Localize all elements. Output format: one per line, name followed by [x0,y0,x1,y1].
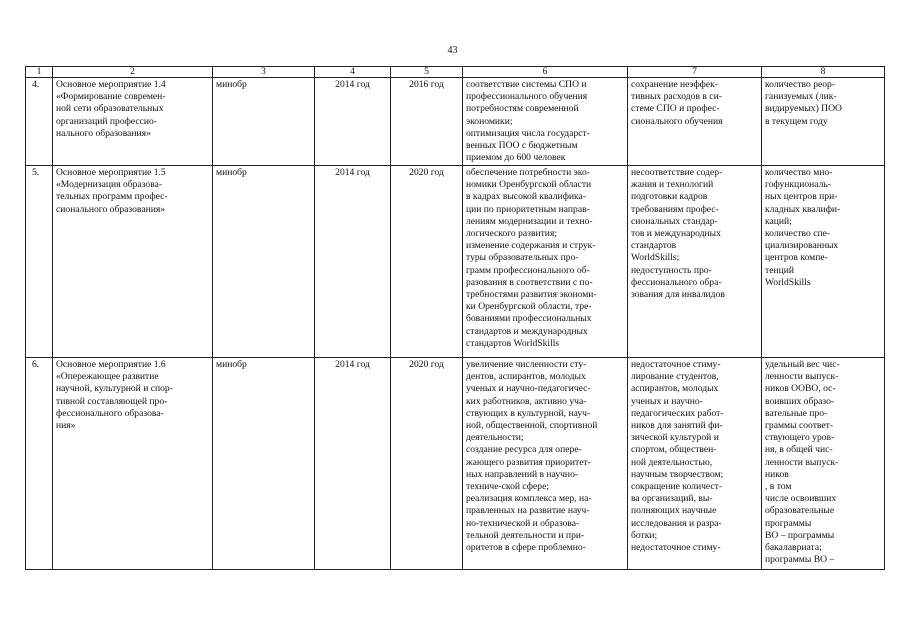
text-line: тельной деятельности и при- [466,529,585,541]
text-line: стеме СПО и профес- [631,103,720,115]
text-line: «Опережающее развитие [56,371,159,383]
text-line: оптимизация числа государст- [466,127,590,139]
text-line: WorldSkills; [631,252,680,264]
start-year-cell: 2014 год [315,358,391,570]
text-line: числе освоивших [765,493,837,505]
text-line: количество спе- [765,228,831,240]
text-line: профессионального обучения [466,91,588,103]
text-line: стандартов WorldSkills [466,337,560,349]
text-line: стандартов и международных [466,325,588,337]
text-line: количество реор- [765,79,836,90]
text-line: обеспечение потребности эко- [466,167,590,178]
row-number: 5. [26,166,53,358]
text-line: Основное мероприятие 1.6 [56,359,166,370]
text-line: ной, общественной, спортивной [466,420,598,432]
text-line: номики Оренбургской области [466,179,592,191]
text-line: создание ресурса для опере- [466,444,582,456]
text-line: подготовки кадров [631,191,708,203]
text-line: каций; [765,215,792,227]
result-cell [463,78,628,166]
start-year-cell: 2014 год [315,166,391,358]
text-line: требованиям профес- [631,203,719,215]
text-line: реализация комплекса мер, на- [466,493,592,505]
executor-cell: минобр [213,78,315,166]
text-line: «Формирование современ- [56,91,166,103]
executor-cell: минобр [213,358,315,570]
text-line: сионального образования» [56,203,166,215]
text-line: программы ВО – [765,554,835,566]
text-line: ников ООВО, ос- [765,383,836,395]
text-line: правленных на развитие науч- [466,505,590,517]
text-line: бованиями профессиональных [466,313,592,325]
column-header-4: 4 [315,67,391,78]
text-line: ленности выпуск- [765,456,839,468]
text-line: нального образования» [56,127,151,139]
event-cell [53,78,213,166]
column-header-5: 5 [391,67,463,78]
text-line: научным творчеством; [631,468,724,480]
text-line: приемом до 600 человек [466,152,566,164]
column-header-6: 6 [463,67,628,78]
text-line: вательные про- [765,407,828,419]
text-line: техниче-ской сфере; [466,481,549,493]
text-line: ки Оренбургской области, тре- [466,301,592,313]
table-row [26,78,885,166]
text-line: исследования и разра- [631,517,722,529]
text-line: логического развития; [466,228,558,240]
text-line: ствующих в культурной, науч- [466,407,591,419]
column-header-2: 2 [53,67,213,78]
text-line: ганизуемых (лик- [765,91,837,103]
event-cell [53,166,213,358]
text-fragment: , в том [765,481,792,493]
column-header-7: 7 [628,67,762,78]
text-line: ВО – программы [765,529,835,541]
text-line: WorldSkills [765,276,811,288]
table-row [26,358,885,570]
text-line: требностями развития экономи- [466,289,597,301]
footnote-line [765,469,881,493]
row-number: 4. [26,78,53,166]
text-line: сионального обучения [631,115,723,127]
text-line: несоответствие содер- [631,167,723,178]
text-line: стандартов [631,240,677,252]
text-fragment: ников [765,468,789,480]
text-line: циализированных [765,240,839,252]
text-line: в текущем году [765,115,828,127]
text-line: научной, культурной и спор- [56,383,173,395]
text-line: ных направлений в научно- [466,468,579,480]
result-cell [463,358,628,570]
text-line: недостаточное стиму- [631,359,721,370]
text-line: туры образовательных про- [466,252,579,264]
column-header-3: 3 [213,67,315,78]
text-line: ции по приоритетным направ- [466,203,590,215]
text-line: организаций профессио- [56,115,157,127]
text-line: образовательные [765,505,835,517]
indicators-cell [762,358,885,570]
text-line: венных ПОО с бюджетным [466,140,578,152]
text-line: сокращение количест- [631,481,723,493]
column-header-8: 8 [762,67,885,78]
consequences-cell [628,78,762,166]
indicators-cell [762,166,885,358]
text-line: тивных расходов в си- [631,91,722,103]
consequences-cell [628,358,762,570]
text-line: ных центров при- [765,191,838,203]
text-line: ня, в общей чис- [765,444,833,456]
text-line: «Модернизация образова- [56,179,163,191]
text-line: бакалавриата; [765,542,822,554]
text-line: тивной составляющей про- [56,395,168,407]
text-line: разования в соответствии с по- [466,276,593,288]
text-line: оритетов в сфере проблемно- [466,542,586,554]
text-line: фессионального обра- [631,276,722,288]
text-line: ва организаций, вы- [631,493,713,505]
text-line: количество мно- [765,167,833,178]
text-line: дентов, аспирантов, молодых [466,371,586,383]
text-line: тельных программ профес- [56,191,168,203]
end-year-cell: 2020 год [391,358,463,570]
text-line: граммы соответ- [765,420,834,432]
text-line: ников для занятий фи- [631,420,723,432]
indicators-cell [762,78,885,166]
text-line: потребностям современной [466,103,579,115]
text-line: удельный вес чис- [765,359,840,370]
text-line: педагогических работ- [631,407,724,419]
text-line: ной сети образовательных [56,103,164,115]
text-line: недоступность про- [631,264,712,276]
consequences-cell [628,166,762,358]
text-line: гофункциональ- [765,179,831,191]
text-line: программы [765,517,812,529]
text-line: ученых и научно- [631,395,703,407]
text-line: лениям модернизации и техно- [466,215,593,227]
text-line: недостаточное стиму- [631,542,721,554]
measures-table [25,66,885,570]
text-line: видируемых) ПОО [765,103,842,115]
event-cell [53,358,213,570]
end-year-cell: 2016 год [391,78,463,166]
start-year-cell: 2014 год [315,78,391,166]
text-line: экономики; [466,115,513,127]
column-header-1: 1 [26,67,53,78]
text-line: ботки; [631,529,658,541]
text-line: зической культурой и [631,432,719,444]
table-row [26,166,885,358]
text-line: лирование студентов, [631,371,719,383]
text-line: жающего развития приоритет- [466,456,591,468]
text-line: ленности выпуск- [765,371,839,383]
text-line: фессионального образова- [56,407,164,419]
text-line: центров компе- [765,252,828,264]
text-line: ких работников, активно уча- [466,395,587,407]
text-line: полняющих научные [631,505,717,517]
text-line: тенций [765,264,794,276]
text-line: кладных квалифи- [765,203,841,215]
text-line: воивших образо- [765,395,835,407]
text-line: Основное мероприятие 1.4 [56,79,166,90]
end-year-cell: 2020 год [391,166,463,358]
text-line: тов и международных [631,228,721,240]
text-line: грамм профессионального об- [466,264,590,276]
text-line: но-технической и образова- [466,517,580,529]
result-cell [463,166,628,358]
text-line: увеличение численности сту- [466,359,587,370]
text-line: ствующего уров- [765,432,835,444]
text-line: зования для инвалидов [631,289,725,301]
text-line: Основное мероприятие 1.5 [56,167,166,178]
text-line: аспирантов, молодых [631,383,719,395]
text-line: изменение содержания и струк- [466,240,596,252]
column-number-row [26,67,885,78]
executor-cell: минобр [213,166,315,358]
text-line: ученых и научно-педагогичес- [466,383,591,395]
page-number: 43 [447,45,458,56]
text-line: сохранение неэффек- [631,79,718,90]
text-line: сиональных стандар- [631,215,718,227]
text-line: в кадрах высокой квалифика- [466,191,587,203]
text-line: деятельности; [466,432,524,444]
row-number: 6. [26,358,53,570]
text-line: ния» [56,420,76,432]
text-line: жания и технологий [631,179,714,191]
text-line: спортом, обществен- [631,444,717,456]
text-line: ной деятельностью, [631,456,713,468]
text-line: соответствие системы СПО и [466,79,587,90]
